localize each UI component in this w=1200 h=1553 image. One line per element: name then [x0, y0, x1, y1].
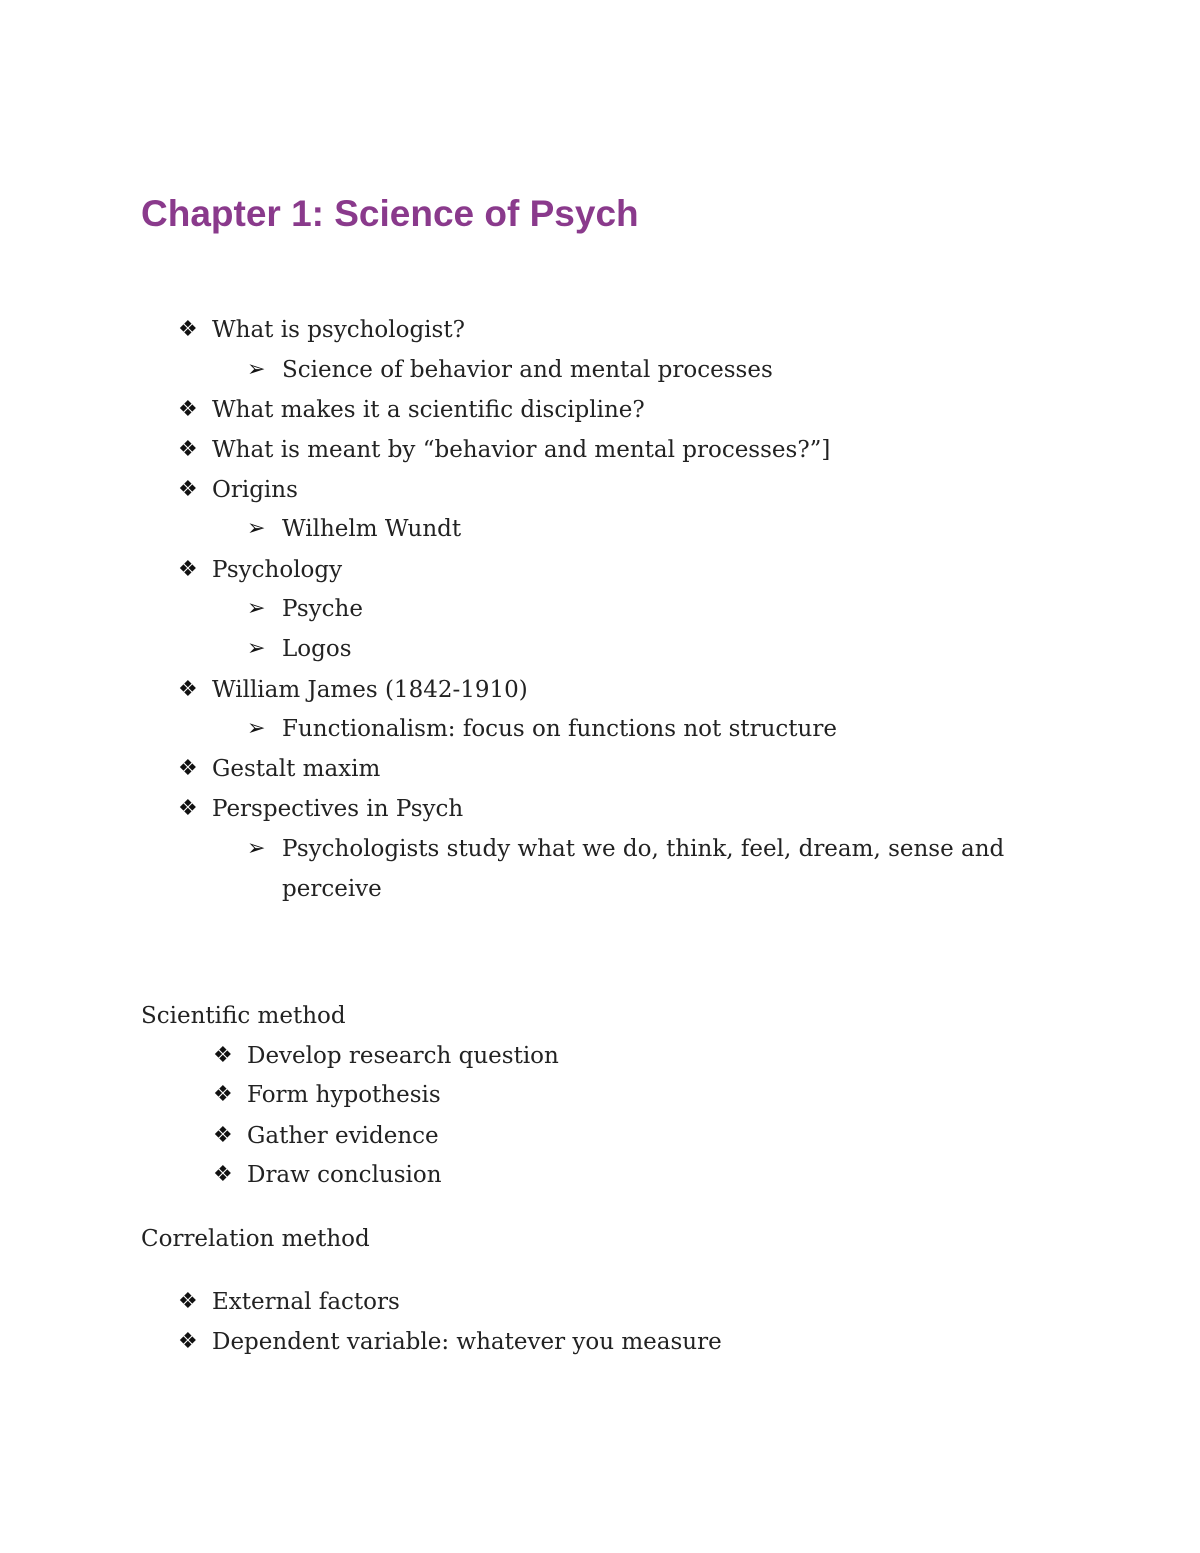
arrow-bullet-icon: ➢ [247, 836, 266, 861]
diamond-bullet-icon: ❖ [178, 317, 198, 342]
list-item-text: Perspectives in Psych [212, 796, 464, 822]
list-item-text: William James (1842-1910) [212, 677, 528, 703]
list-item-text: Psyche [282, 596, 363, 622]
list-item-text: Gather evidence [247, 1123, 439, 1149]
diamond-bullet-icon: ❖ [178, 437, 198, 462]
diamond-bullet-icon: ❖ [178, 796, 198, 821]
diamond-bullet-icon: ❖ [213, 1123, 233, 1148]
section-heading-text: Correlation method [141, 1226, 370, 1252]
list-item-text: Functionalism: focus on functions not structure [282, 716, 837, 742]
diamond-bullet-icon: ❖ [178, 677, 198, 702]
list-item-text: Origins [212, 477, 298, 503]
diamond-bullet-icon: ❖ [178, 477, 198, 502]
arrow-bullet-icon: ➢ [247, 596, 266, 621]
list-item-text: What is psychologist? [212, 317, 465, 343]
arrow-bullet-icon: ➢ [247, 357, 266, 382]
list-item-text: External factors [212, 1289, 400, 1315]
diamond-bullet-icon: ❖ [213, 1162, 233, 1187]
section-heading-text: Scientific method [141, 1003, 346, 1029]
list-item-text: What makes it a scientific discipline? [212, 397, 645, 423]
list-item-text: What is meant by “behavior and mental processes?”] [212, 437, 831, 463]
list-item-text: Form hypothesis [247, 1082, 441, 1108]
arrow-bullet-icon: ➢ [247, 636, 266, 661]
diamond-bullet-icon: ❖ [178, 1329, 198, 1354]
diamond-bullet-icon: ❖ [213, 1082, 233, 1107]
diamond-bullet-icon: ❖ [178, 1289, 198, 1314]
arrow-bullet-icon: ➢ [247, 516, 266, 541]
diamond-bullet-icon: ❖ [213, 1043, 233, 1068]
list-item-text: Develop research question [247, 1043, 559, 1069]
diamond-bullet-icon: ❖ [178, 557, 198, 582]
diamond-bullet-icon: ❖ [178, 756, 198, 781]
list-item-text: Science of behavior and mental processes [282, 357, 773, 383]
list-item-text: Psychologists study what we do, think, feel, dream, sense and [282, 836, 1005, 862]
list-item-text: Logos [282, 636, 352, 662]
list-item-text: Draw conclusion [247, 1162, 442, 1188]
arrow-bullet-icon: ➢ [247, 716, 266, 741]
list-item-text: Gestalt maxim [212, 756, 381, 782]
list-item-text: perceive [282, 876, 382, 902]
list-item-text: Wilhelm Wundt [282, 516, 462, 542]
list-item-text: Dependent variable: whatever you measure [212, 1329, 722, 1355]
list-item-text: Psychology [212, 557, 343, 583]
page-title: Chapter 1: Science of Psych [141, 193, 639, 234]
diamond-bullet-icon: ❖ [178, 397, 198, 422]
